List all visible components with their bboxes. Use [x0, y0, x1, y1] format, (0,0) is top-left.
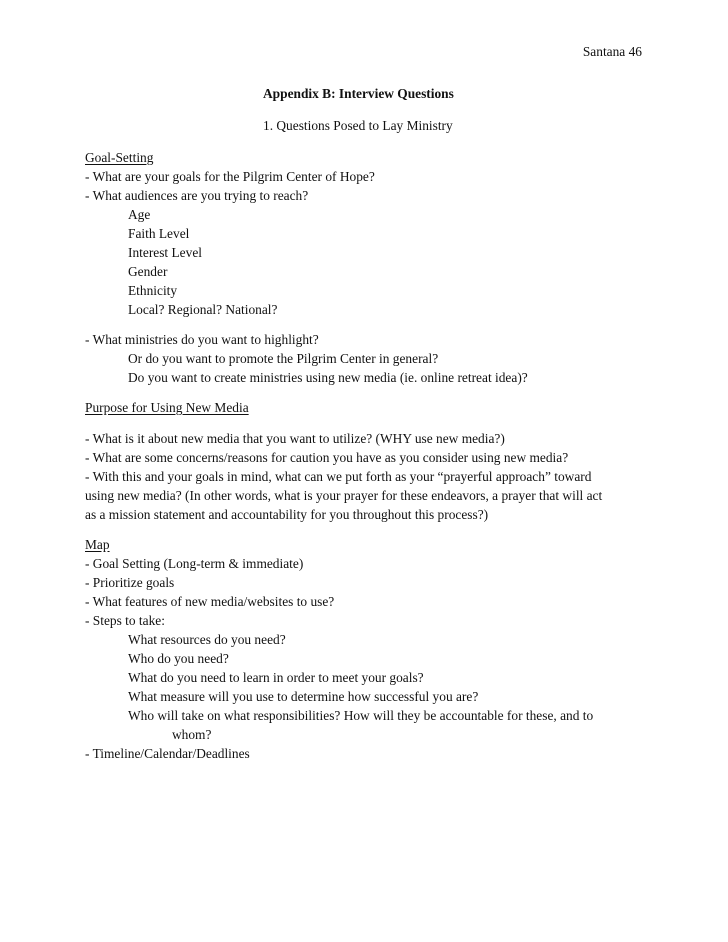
purpose-line: - With this and your goals in mind, what can we put forth as your “prayerful approach” toward — [85, 469, 592, 484]
purpose-line: using new media? (In other words, what is your prayer for these endeavors, a prayer that will act — [85, 488, 603, 503]
map-line: - Steps to take: — [85, 613, 165, 628]
ministry-item: Or do you want to promote the Pilgrim Center in general? — [128, 351, 439, 366]
goal-setting-line: - What are your goals for the Pilgrim Center of Hope? — [85, 169, 375, 184]
purpose-heading: Purpose for Using New Media — [85, 400, 249, 415]
purpose-line: as a mission statement and accountability for you throughout this process?) — [85, 507, 489, 522]
audience-item: Age — [128, 207, 151, 222]
map-heading: Map — [85, 537, 110, 552]
ministry-item: Do you want to create ministries using new media (ie. online retreat idea)? — [128, 370, 528, 385]
map-line: - Goal Setting (Long-term & immediate) — [85, 556, 304, 571]
step-item: What measure will you use to determine how successful you are? — [128, 689, 479, 704]
audience-item: Local? Regional? National? — [128, 302, 278, 317]
step-item: Who will take on what responsibilities? How will they be accountable for these, and to — [128, 708, 594, 723]
purpose-line: - What are some concerns/reasons for caution you have as you consider using new media? — [85, 450, 569, 465]
step-item: What resources do you need? — [128, 632, 286, 647]
goal-setting-line: - What audiences are you trying to reach? — [85, 188, 309, 203]
audience-item: Faith Level — [128, 226, 190, 241]
audience-item: Interest Level — [128, 245, 202, 260]
goal-setting-heading: Goal-Setting — [85, 150, 154, 165]
audience-item: Gender — [128, 264, 168, 279]
section-subtitle: 1. Questions Posed to Lay Ministry — [263, 118, 453, 133]
goal-setting-line: - What ministries do you want to highlight? — [85, 332, 319, 347]
purpose-line: - What is it about new media that you want to utilize? (WHY use new media?) — [85, 431, 505, 446]
step-item: What do you need to learn in order to meet your goals? — [128, 670, 424, 685]
audience-item: Ethnicity — [128, 283, 178, 298]
step-item: Who do you need? — [128, 651, 229, 666]
map-line: - What features of new media/websites to use? — [85, 594, 335, 609]
map-line: - Timeline/Calendar/Deadlines — [85, 746, 250, 761]
page-title: Appendix B: Interview Questions — [263, 86, 454, 101]
map-line: - Prioritize goals — [85, 575, 175, 590]
step-item-continuation: whom? — [172, 727, 212, 742]
page-header-label: Santana 46 — [582, 44, 642, 59]
